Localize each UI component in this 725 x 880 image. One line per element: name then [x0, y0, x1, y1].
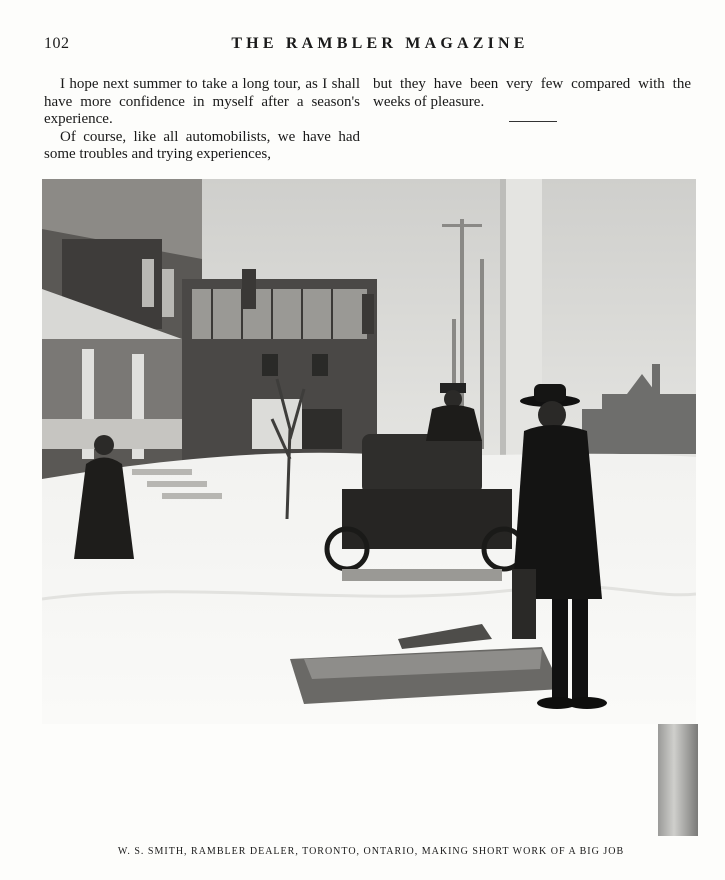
paragraph: but they have been very few compared with the weeks of pleasure.: [373, 76, 691, 110]
brick-building: [182, 269, 377, 479]
running-head: THE RAMBLER MAGAZINE: [231, 35, 529, 52]
page-number: 102: [44, 35, 70, 52]
photo-bottom-margin: [42, 724, 657, 842]
paragraph: I hope next summer to take a long tour, as I shall have more confidence in myself after a season's experience.: [44, 76, 360, 127]
photo-caption: W. S. SMITH, RAMBLER DEALER, TORONTO, ONTARIO, MAKING SHORT WORK OF A BIG JOB: [117, 846, 625, 857]
street-snow-photograph: [42, 179, 696, 724]
pole-base: [658, 724, 698, 836]
text-column-left: [44, 76, 360, 164]
section-rule: [509, 121, 557, 122]
paragraph: Of course, like all automobilists, we have had some troubles and trying experiences,: [44, 128, 360, 162]
text-column-right: [373, 76, 691, 122]
